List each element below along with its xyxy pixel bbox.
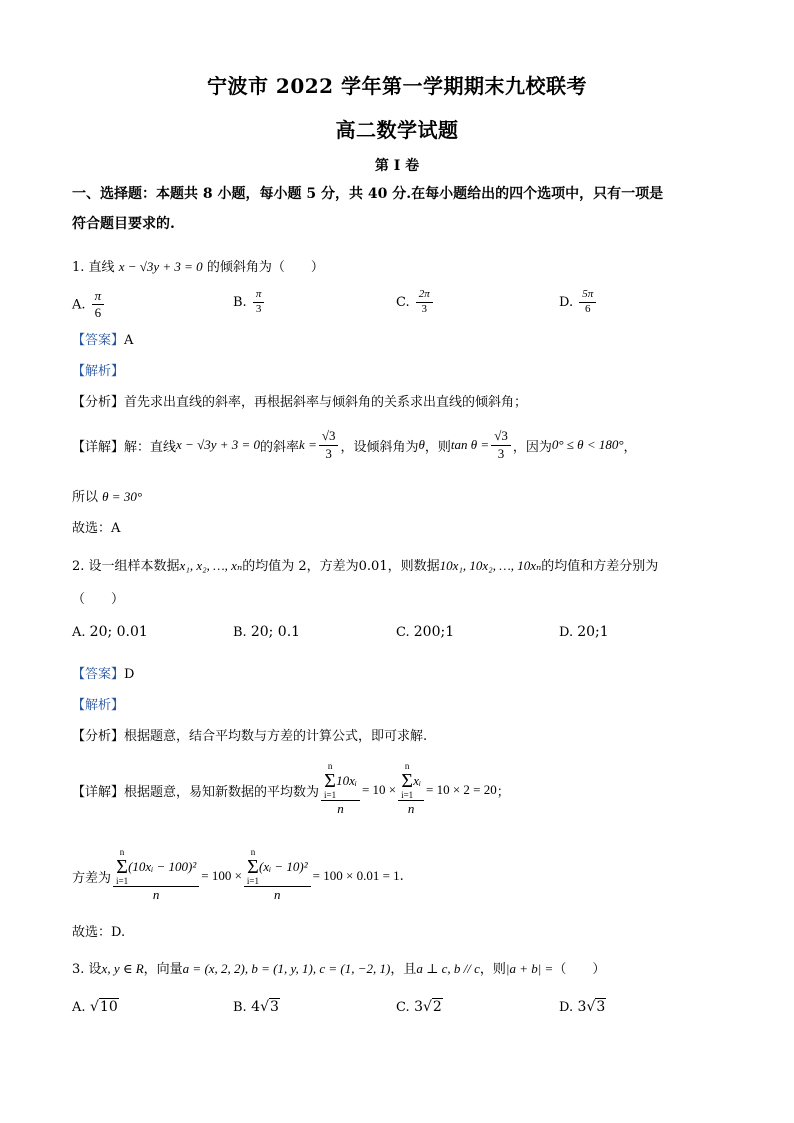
stem-text: ，向量 [143,962,183,977]
slope-denominator: 3 [325,445,332,461]
conclusion-text: 所以 [72,490,99,505]
detail-text: 的斜率 [260,439,300,455]
tan-denominator: 3 [497,445,505,461]
q2-option-d [559,624,609,640]
variance-text: 方差为 [72,870,112,886]
option-radicand: 2 [432,999,442,1015]
answer-value: D [124,667,135,682]
stem-text: 2. 设一组样本数据 [72,559,180,574]
option-label: D. [559,1000,574,1015]
stem-text: ，则数据 [387,559,440,574]
q1-option-c [396,288,435,317]
option-value: 20; 0.1 [250,624,301,640]
detail-tag: 【详解】 [72,439,125,455]
q1-detail [72,425,637,465]
detail-text: 解：直线 [124,439,177,455]
variance-numerator: (10xᵢ − 100)² [128,859,197,875]
option-value: 20; 0.01 [89,624,148,640]
q3-option-c: C. 3√2 [396,999,442,1015]
sum-lower: i=1 [401,790,414,801]
q2-fenxi [72,725,427,744]
vector-magnitude: |a + b| = [505,961,554,976]
sum-upper: n [327,761,333,772]
variance-numerator-2: (xᵢ − 10)² [259,859,308,875]
q2-analysis-tag: 【解析】 [72,698,125,713]
fraction-denominator: 6 [584,302,591,315]
exam-subtitle: 高二数学试题 [335,118,459,142]
sample-data: x₁, x₂, …, xₙ [179,558,243,573]
option-coefficient: 3 [414,999,423,1015]
detail-text: ，因为 [512,439,552,455]
q3-option-d: D. 3√3 [559,999,606,1015]
variance-denominator: n [152,887,160,903]
stem-text: 3. 设 [72,962,102,977]
sum-lower: i=1 [246,876,259,887]
tan-numerator: √3 [491,428,511,445]
detail-text: 根据题意，易知新数据的平均数为 [124,784,320,800]
option-label: A. [72,625,86,640]
period: . [399,868,404,884]
option-label: B. [233,294,247,310]
mean-result: = 10 × 2 = 20 [426,782,497,797]
section-heading-line1: 一、选择题：本题共 8 小题，每小题 5 分，共 40 分.在每小题给出的四个选项中，只有一项是 [72,186,664,202]
mean-denominator-2: n [407,801,415,817]
sum-upper: n [404,761,410,772]
q1-choice: 故选：A [72,521,121,536]
option-label: B. [233,625,247,640]
option-label: C. [396,625,410,640]
fenxi-text: 根据题意，结合平均数与方差的计算公式，即可求解. [124,729,428,744]
slope-numerator: √3 [319,428,339,445]
variance-result: = 100 × 0.01 = 1 [312,868,400,883]
detail-tag: 【详解】 [72,784,125,800]
stem-text: ，则 [479,962,506,977]
stem-text: 的均值和方差分别为 [541,559,659,574]
option-label: A. [72,297,86,313]
fraction-numerator: 5π [579,288,596,303]
variance-denominator-2: n [274,887,281,903]
variance-multiplier: = 100 × [201,868,242,883]
fraction-numerator: 2π [416,288,433,303]
vector-conditions: a ⊥ c, b // c [416,961,480,976]
q1-option-b [233,288,266,317]
volume-label: 第 I 卷 [374,158,420,174]
option-value: 20;1 [577,624,609,640]
question-1-stem [72,256,324,275]
q2-answer [72,663,134,682]
option-radicand: 3 [269,999,279,1015]
option-label: A. [72,1000,86,1015]
angle-range: 0° ≤ θ < 180° [551,437,624,452]
q2-option-c [396,624,454,640]
detail-text: ，设倾斜角为 [340,439,419,455]
sum-upper: n [250,847,256,858]
q1-option-d [559,288,598,317]
option-label: C. [396,294,410,310]
variance-value: 0.01 [358,559,388,574]
detail-equation: x − √3y + 3 = 0 [176,437,261,452]
mean-numerator-2: xᵢ [413,773,422,789]
sum-upper: n [119,847,125,858]
mean-denominator: n [337,801,344,817]
detail-text: ， [623,439,637,455]
mean-numerator: 10xᵢ [336,773,357,789]
fenxi-tag: 【分析】 [72,395,125,410]
answer-tag: 【答案】 [72,333,125,348]
sum-lower: i=1 [116,876,129,887]
fraction-numerator: π [253,288,265,303]
option-coefficient: 3 [577,999,587,1015]
vector-definitions: a = (x, 2, 2), b = (1, y, 1), c = (1, −2, 1) [182,961,391,976]
q1-answer [72,329,133,348]
q2-option-b [233,624,300,640]
q1-analysis-tag: 【解析】 [72,364,125,379]
fenxi-text: 首先求出直线的斜率，再根据斜率与倾斜角的关系求出直线的倾斜角； [124,395,528,410]
q1-conclusion [72,486,142,505]
q2-choice: 故选：D. [72,925,126,940]
question-1-equation: x − √3y + 3 = 0 [118,259,203,274]
option-label: C. [396,1000,410,1015]
mean-multiplier: = 10 × [361,782,397,797]
variable-domain: x, y ∈ R [101,961,144,976]
sum-lower: i=1 [324,790,337,801]
q3-option-b: B. 4√3 [233,999,279,1015]
stem-paren: （ ） [553,962,606,977]
scaled-data: 10x₁, 10x₂, …, 10xₙ [439,558,542,573]
q1-fenxi [72,391,527,410]
slope-lhs: k = [299,437,317,452]
q1-option-a [72,288,106,322]
answer-value: A [124,333,134,348]
exam-title: 宁波市 2022 学年第一学期期末九校联考 [206,74,588,98]
option-label: D. [559,625,574,640]
q3-option-a: A. √10 [72,999,118,1015]
option-value: 200;1 [413,624,455,640]
fraction-denominator: 3 [421,302,428,315]
option-radicand: 3 [596,999,606,1015]
option-coefficient: 4 [251,999,261,1015]
question-3-stem [72,958,605,977]
fraction-numerator: π [92,288,105,305]
option-label: B. [233,1000,247,1015]
stem-text: ，且 [390,962,417,977]
fraction-denominator: 6 [94,305,102,321]
question-2-stem [72,555,658,574]
q2-detail-mean: 【详解】 根据题意，易知新数据的平均数为 n Σ i=1 10xᵢ n = 10 × n Σ i=1 xᵢ n = 10 × 2 = 20 ； [72,761,510,817]
tan-lhs: tan θ = [450,437,490,452]
fenxi-tag: 【分析】 [72,729,125,744]
detail-text: ，则 [424,439,451,455]
q2-detail-variance: 方差为 n Σ i=1 (10xᵢ − 100)² n = 100 × n Σ i=1 (xᵢ − 10)² n = 100 × 0.01 = 1 . [72,847,404,903]
stem-text: 的均值为 2，方差为 [242,559,359,574]
answer-tag: 【答案】 [72,667,125,682]
question-1-tail: 的倾斜角为（ ） [206,260,324,275]
fraction-denominator: 3 [255,302,262,315]
theta-symbol: θ [418,437,425,452]
semicolon: ； [496,784,510,800]
question-1-number: 1. 直线 [72,260,115,275]
q2-option-a [72,624,148,640]
option-label: D. [559,294,574,310]
question-2-paren: （ ） [72,592,125,607]
option-radicand: 10 [99,999,118,1015]
section-heading-line2: 符合题目要求的. [72,216,175,232]
conclusion-equation: θ = 30° [102,489,143,504]
